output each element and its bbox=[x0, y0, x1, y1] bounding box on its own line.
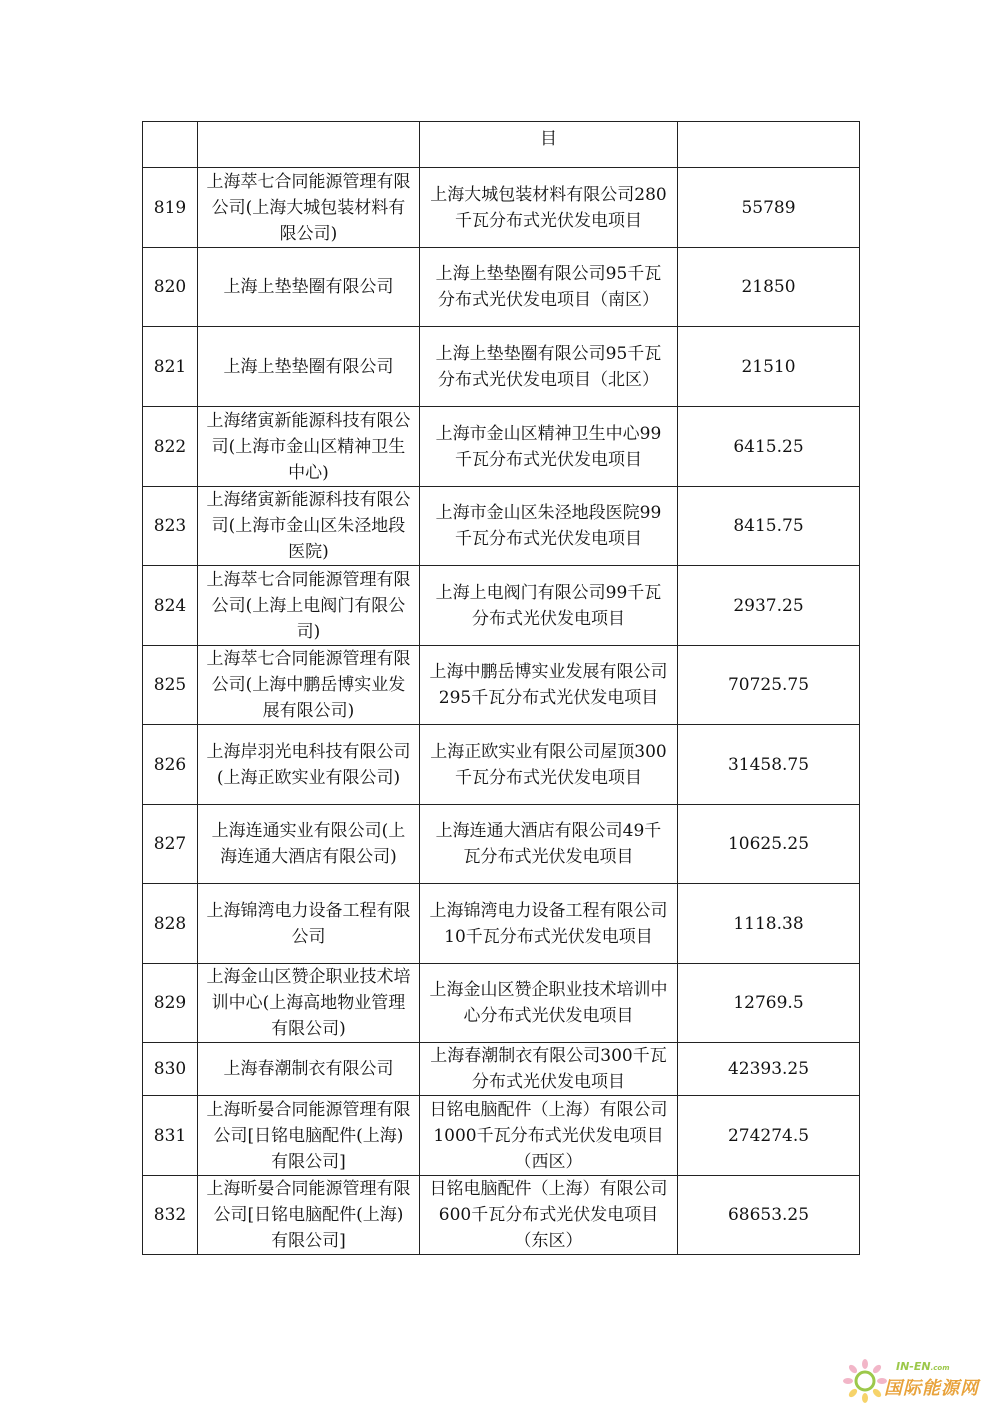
cell-value: 10625.25 bbox=[678, 805, 860, 884]
cell-project: 上海大城包装材料有限公司280千瓦分布式光伏发电项目 bbox=[420, 168, 678, 248]
cell-value: 21510 bbox=[678, 327, 860, 407]
cell-company: 上海上垫垫圈有限公司 bbox=[198, 248, 420, 327]
table-row bbox=[143, 487, 860, 566]
cell-no: 825 bbox=[143, 646, 198, 725]
cell-no: 830 bbox=[143, 1043, 198, 1096]
cell-project: 日铭电脑配件（上海）有限公司1000千瓦分布式光伏发电项目（西区） bbox=[420, 1096, 678, 1176]
cell-company: 上海萃七合同能源管理有限公司(上海大城包装材料有限公司) bbox=[198, 168, 420, 248]
cell-value: 42393.25 bbox=[678, 1043, 860, 1096]
table-row bbox=[143, 1176, 860, 1255]
cell-no: 819 bbox=[143, 168, 198, 248]
watermark-brand: 国际能源网 bbox=[884, 1378, 979, 1399]
cell-value: 21850 bbox=[678, 248, 860, 327]
project-table bbox=[142, 121, 860, 1255]
cell-no: 826 bbox=[143, 725, 198, 805]
cell-value: 6415.25 bbox=[678, 407, 860, 487]
table-row bbox=[143, 964, 860, 1043]
cell-value bbox=[678, 122, 860, 168]
cell-project: 上海上电阀门有限公司99千瓦分布式光伏发电项目 bbox=[420, 566, 678, 646]
table-row bbox=[143, 1096, 860, 1176]
cell-company: 上海萃七合同能源管理有限公司(上海中鹏岳博实业发展有限公司) bbox=[198, 646, 420, 725]
cell-project: 上海金山区赞企职业技术培训中心分布式光伏发电项目 bbox=[420, 964, 678, 1043]
cell-project: 日铭电脑配件（上海）有限公司600千瓦分布式光伏发电项目（东区） bbox=[420, 1176, 678, 1255]
table-row bbox=[143, 646, 860, 725]
table-row bbox=[143, 407, 860, 487]
cell-value: 2937.25 bbox=[678, 566, 860, 646]
cell-value: 31458.75 bbox=[678, 725, 860, 805]
table-row bbox=[143, 725, 860, 805]
cell-no: 823 bbox=[143, 487, 198, 566]
cell-no: 831 bbox=[143, 1096, 198, 1176]
cell-value: 68653.25 bbox=[678, 1176, 860, 1255]
cell-company: 上海连通实业有限公司(上海连通大酒店有限公司) bbox=[198, 805, 420, 884]
cell-no bbox=[143, 122, 198, 168]
cell-company: 上海岸羽光电科技有限公司(上海正欧实业有限公司) bbox=[198, 725, 420, 805]
sun-icon bbox=[840, 1356, 890, 1406]
cell-company: 上海昕晏合同能源管理有限公司[日铭电脑配件(上海)有限公司] bbox=[198, 1176, 420, 1255]
cell-project: 上海春潮制衣有限公司300千瓦分布式光伏发电项目 bbox=[420, 1043, 678, 1096]
cell-project: 上海上垫垫圈有限公司95千瓦分布式光伏发电项目（南区） bbox=[420, 248, 678, 327]
table-row bbox=[143, 327, 860, 407]
cell-project: 上海市金山区朱泾地段医院99千瓦分布式光伏发电项目 bbox=[420, 487, 678, 566]
cell-company bbox=[198, 122, 420, 168]
cell-project: 上海锦湾电力设备工程有限公司10千瓦分布式光伏发电项目 bbox=[420, 884, 678, 964]
cell-project: 上海中鹏岳博实业发展有限公司295千瓦分布式光伏发电项目 bbox=[420, 646, 678, 725]
cell-value: 274274.5 bbox=[678, 1096, 860, 1176]
cell-value: 12769.5 bbox=[678, 964, 860, 1043]
cell-value: 70725.75 bbox=[678, 646, 860, 725]
table-row bbox=[143, 805, 860, 884]
cell-no: 821 bbox=[143, 327, 198, 407]
watermark-site: IN-EN.com bbox=[896, 1360, 950, 1373]
cell-project: 上海上垫垫圈有限公司95千瓦分布式光伏发电项目（北区） bbox=[420, 327, 678, 407]
cell-no: 828 bbox=[143, 884, 198, 964]
cell-value: 8415.75 bbox=[678, 487, 860, 566]
cell-company: 上海萃七合同能源管理有限公司(上海上电阀门有限公司) bbox=[198, 566, 420, 646]
cell-no: 829 bbox=[143, 964, 198, 1043]
cell-company: 上海绪寅新能源科技有限公司(上海市金山区精神卫生中心) bbox=[198, 407, 420, 487]
table-row bbox=[143, 1043, 860, 1096]
table-row-continuation bbox=[143, 122, 860, 168]
cell-project: 上海正欧实业有限公司屋顶300千瓦分布式光伏发电项目 bbox=[420, 725, 678, 805]
cell-value: 1118.38 bbox=[678, 884, 860, 964]
cell-company: 上海锦湾电力设备工程有限公司 bbox=[198, 884, 420, 964]
cell-no: 820 bbox=[143, 248, 198, 327]
table-row bbox=[143, 168, 860, 248]
cell-company: 上海昕晏合同能源管理有限公司[日铭电脑配件(上海)有限公司] bbox=[198, 1096, 420, 1176]
cell-company: 上海绪寅新能源科技有限公司(上海市金山区朱泾地段医院) bbox=[198, 487, 420, 566]
cell-company: 上海金山区赞企职业技术培训中心(上海高地物业管理有限公司) bbox=[198, 964, 420, 1043]
cell-project: 上海连通大酒店有限公司49千瓦分布式光伏发电项目 bbox=[420, 805, 678, 884]
cell-no: 832 bbox=[143, 1176, 198, 1255]
cell-no: 824 bbox=[143, 566, 198, 646]
table-row bbox=[143, 566, 860, 646]
cell-project: 上海市金山区精神卫生中心99千瓦分布式光伏发电项目 bbox=[420, 407, 678, 487]
watermark-logo bbox=[840, 1352, 990, 1408]
table-row bbox=[143, 248, 860, 327]
cell-value: 55789 bbox=[678, 168, 860, 248]
cell-no: 822 bbox=[143, 407, 198, 487]
cell-no: 827 bbox=[143, 805, 198, 884]
cell-company: 上海春潮制衣有限公司 bbox=[198, 1043, 420, 1096]
cell-company: 上海上垫垫圈有限公司 bbox=[198, 327, 420, 407]
table-row bbox=[143, 884, 860, 964]
cell-project: 目 bbox=[420, 122, 678, 168]
